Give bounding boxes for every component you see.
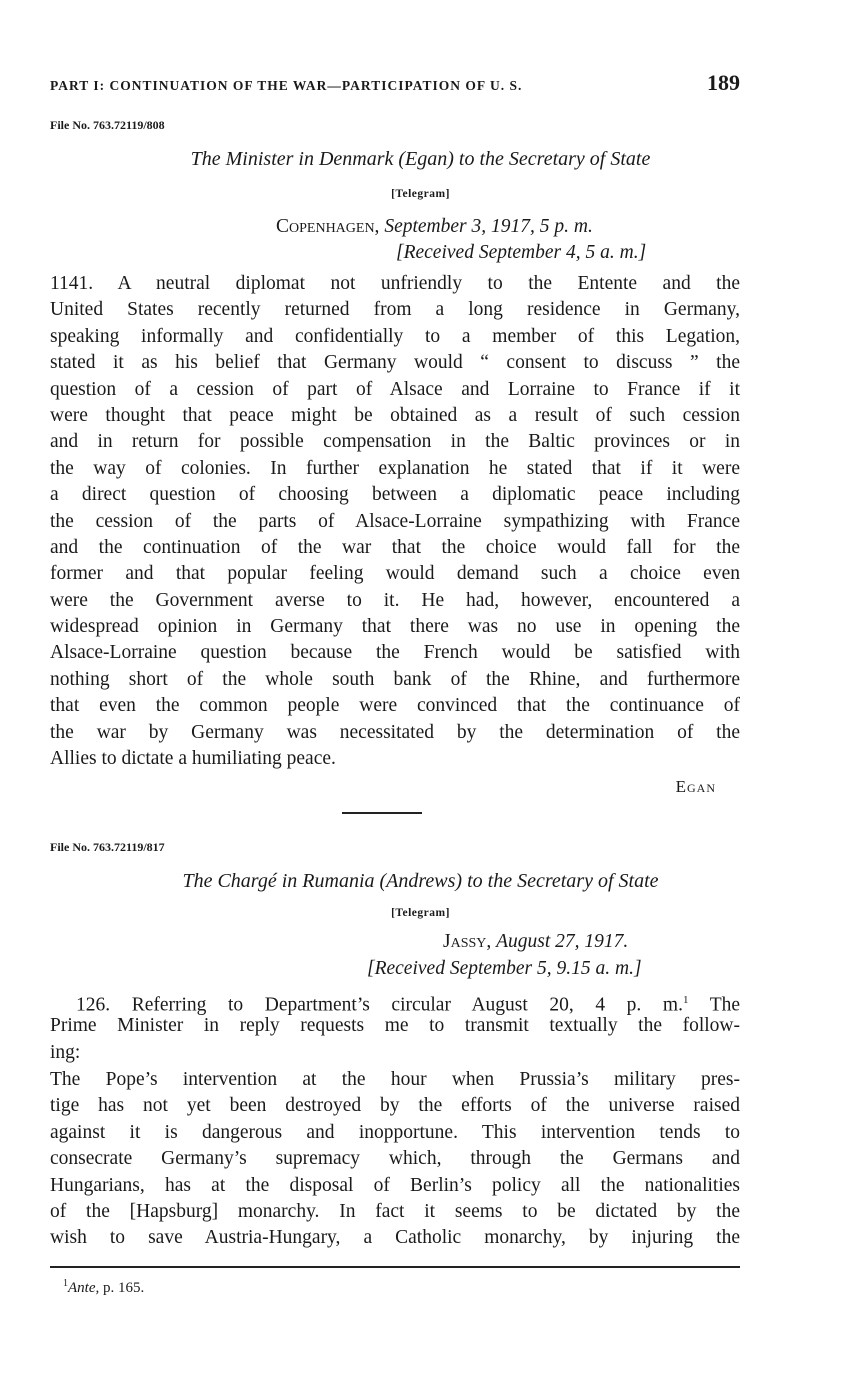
dateline-date-2: August 27, 1917. (496, 931, 629, 952)
body-line: were thought that peace might be obtained as a result of such cession (50, 404, 740, 426)
telegram-body-1 (50, 271, 740, 772)
file-number-2: File No. 763.72119/817 (50, 840, 165, 854)
body-line (50, 987, 741, 1016)
footnote-ref: Ante, (68, 1280, 100, 1296)
dateline-date-1: September 3, 1917, 5 p. m. (384, 216, 593, 237)
body-line: wish to save Austria-Hungary, a Catholic monarchy, by injuring the (50, 1227, 740, 1249)
body-line: that even the common people were convinced that the continuance of (50, 695, 740, 717)
body-line: United States recently returned from a long residence in Germany, (50, 299, 740, 321)
dateline-place-1: Copenhagen, (276, 216, 380, 237)
body-line: and in return for possible compensation in the Baltic provinces or in (50, 431, 740, 453)
document-heading-1: The Minister in Denmark (Egan) to the Secretary of State (190, 148, 651, 170)
body-line: Alsace-Lorraine question because the French would be satisfied with (50, 642, 740, 664)
file-number-1: File No. 763.72119/808 (50, 118, 165, 132)
body-line: Hungarians, has at the disposal of Berlin’s policy all the nationalities (50, 1174, 740, 1196)
footnote-mark: 1 (63, 1278, 68, 1289)
dateline-place-2: Jassy, (443, 931, 492, 952)
body-line: the way of colonies. In further explanation he stated that if it were (50, 457, 740, 479)
body-line: of the [Hapsburg] monarchy. In fact it seems to be dictated by the (50, 1200, 740, 1222)
body-line: consecrate Germany’s supremacy which, through the Germans and (50, 1148, 740, 1170)
body-line: nothing short of the whole south bank of the Rhine, and furthermore (50, 668, 740, 690)
body-line: the war by Germany was necessitated by the determination of the (50, 721, 740, 743)
body-line: against it is dangerous and inopportune. This intervention tends to (50, 1121, 740, 1143)
footnote-rule (50, 1266, 740, 1268)
footnote-reference: 1 (682, 994, 689, 1006)
body-line: widespread opinion in Germany that there was no use in opening the (50, 616, 740, 638)
telegram-label-1: [Telegram] (391, 188, 450, 200)
running-header: PART I: CONTINUATION OF THE WAR—PARTICIPATION OF U. S. (50, 78, 523, 93)
body-line: stated it as his belief that Germany would “ consent to discuss ” the (50, 352, 740, 374)
body-line: speaking informally and confidentially to a member of this Legation, (50, 325, 740, 347)
body-line: a direct question of choosing between a diplomatic peace including (50, 484, 740, 506)
body-line: the cession of the parts of Alsace-Lorraine sympathizing with France (50, 510, 740, 532)
body-line: and the continuation of the war that the choice would fall for the (50, 536, 740, 558)
footnote-text: p. 165. (99, 1280, 145, 1296)
body-line-tail: The (688, 994, 741, 1016)
telegram-body-2 (50, 987, 740, 1066)
body-line: tige has not yet been destroyed by the efforts of the universe raised (50, 1095, 740, 1117)
body-line: Prime Minister in reply requests me to transmit textually the follow- (50, 1015, 740, 1037)
body-line: 1141. A neutral diplomat not unfriendly to the Entente and the (50, 273, 740, 294)
body-line: question of a cession of part of Alsace and Lorraine to France if it (50, 378, 740, 400)
received-note-1: [Received September 4, 5 a. m.] (396, 242, 647, 263)
body-line: The Pope’s intervention at the hour when Prussia’s military pres- (50, 1069, 740, 1090)
footnote (63, 1278, 144, 1297)
dateline-1 (276, 216, 593, 238)
body-line: were the Government averse to it. He had, however, encountered a (50, 589, 740, 611)
body-line: ing: (50, 1041, 81, 1063)
page-number: 189 (707, 70, 740, 95)
telegram-quote-2 (50, 1067, 740, 1252)
body-line: former and that popular feeling would demand such a choice even (50, 563, 740, 585)
body-line-text: 126. Referring to Department’s circular August 20, 4 p. m. (76, 994, 683, 1016)
received-note-2: [Received September 5, 9.15 a. m.] (367, 958, 642, 979)
section-divider (342, 812, 422, 814)
body-line: Allies to dictate a humiliating peace. (50, 748, 336, 770)
dateline-2 (443, 931, 628, 953)
signature-1: Egan (675, 777, 716, 796)
document-heading-2: The Chargé in Rumania (Andrews) to the Secretary of State (182, 870, 659, 892)
telegram-label-2: [Telegram] (391, 907, 450, 919)
